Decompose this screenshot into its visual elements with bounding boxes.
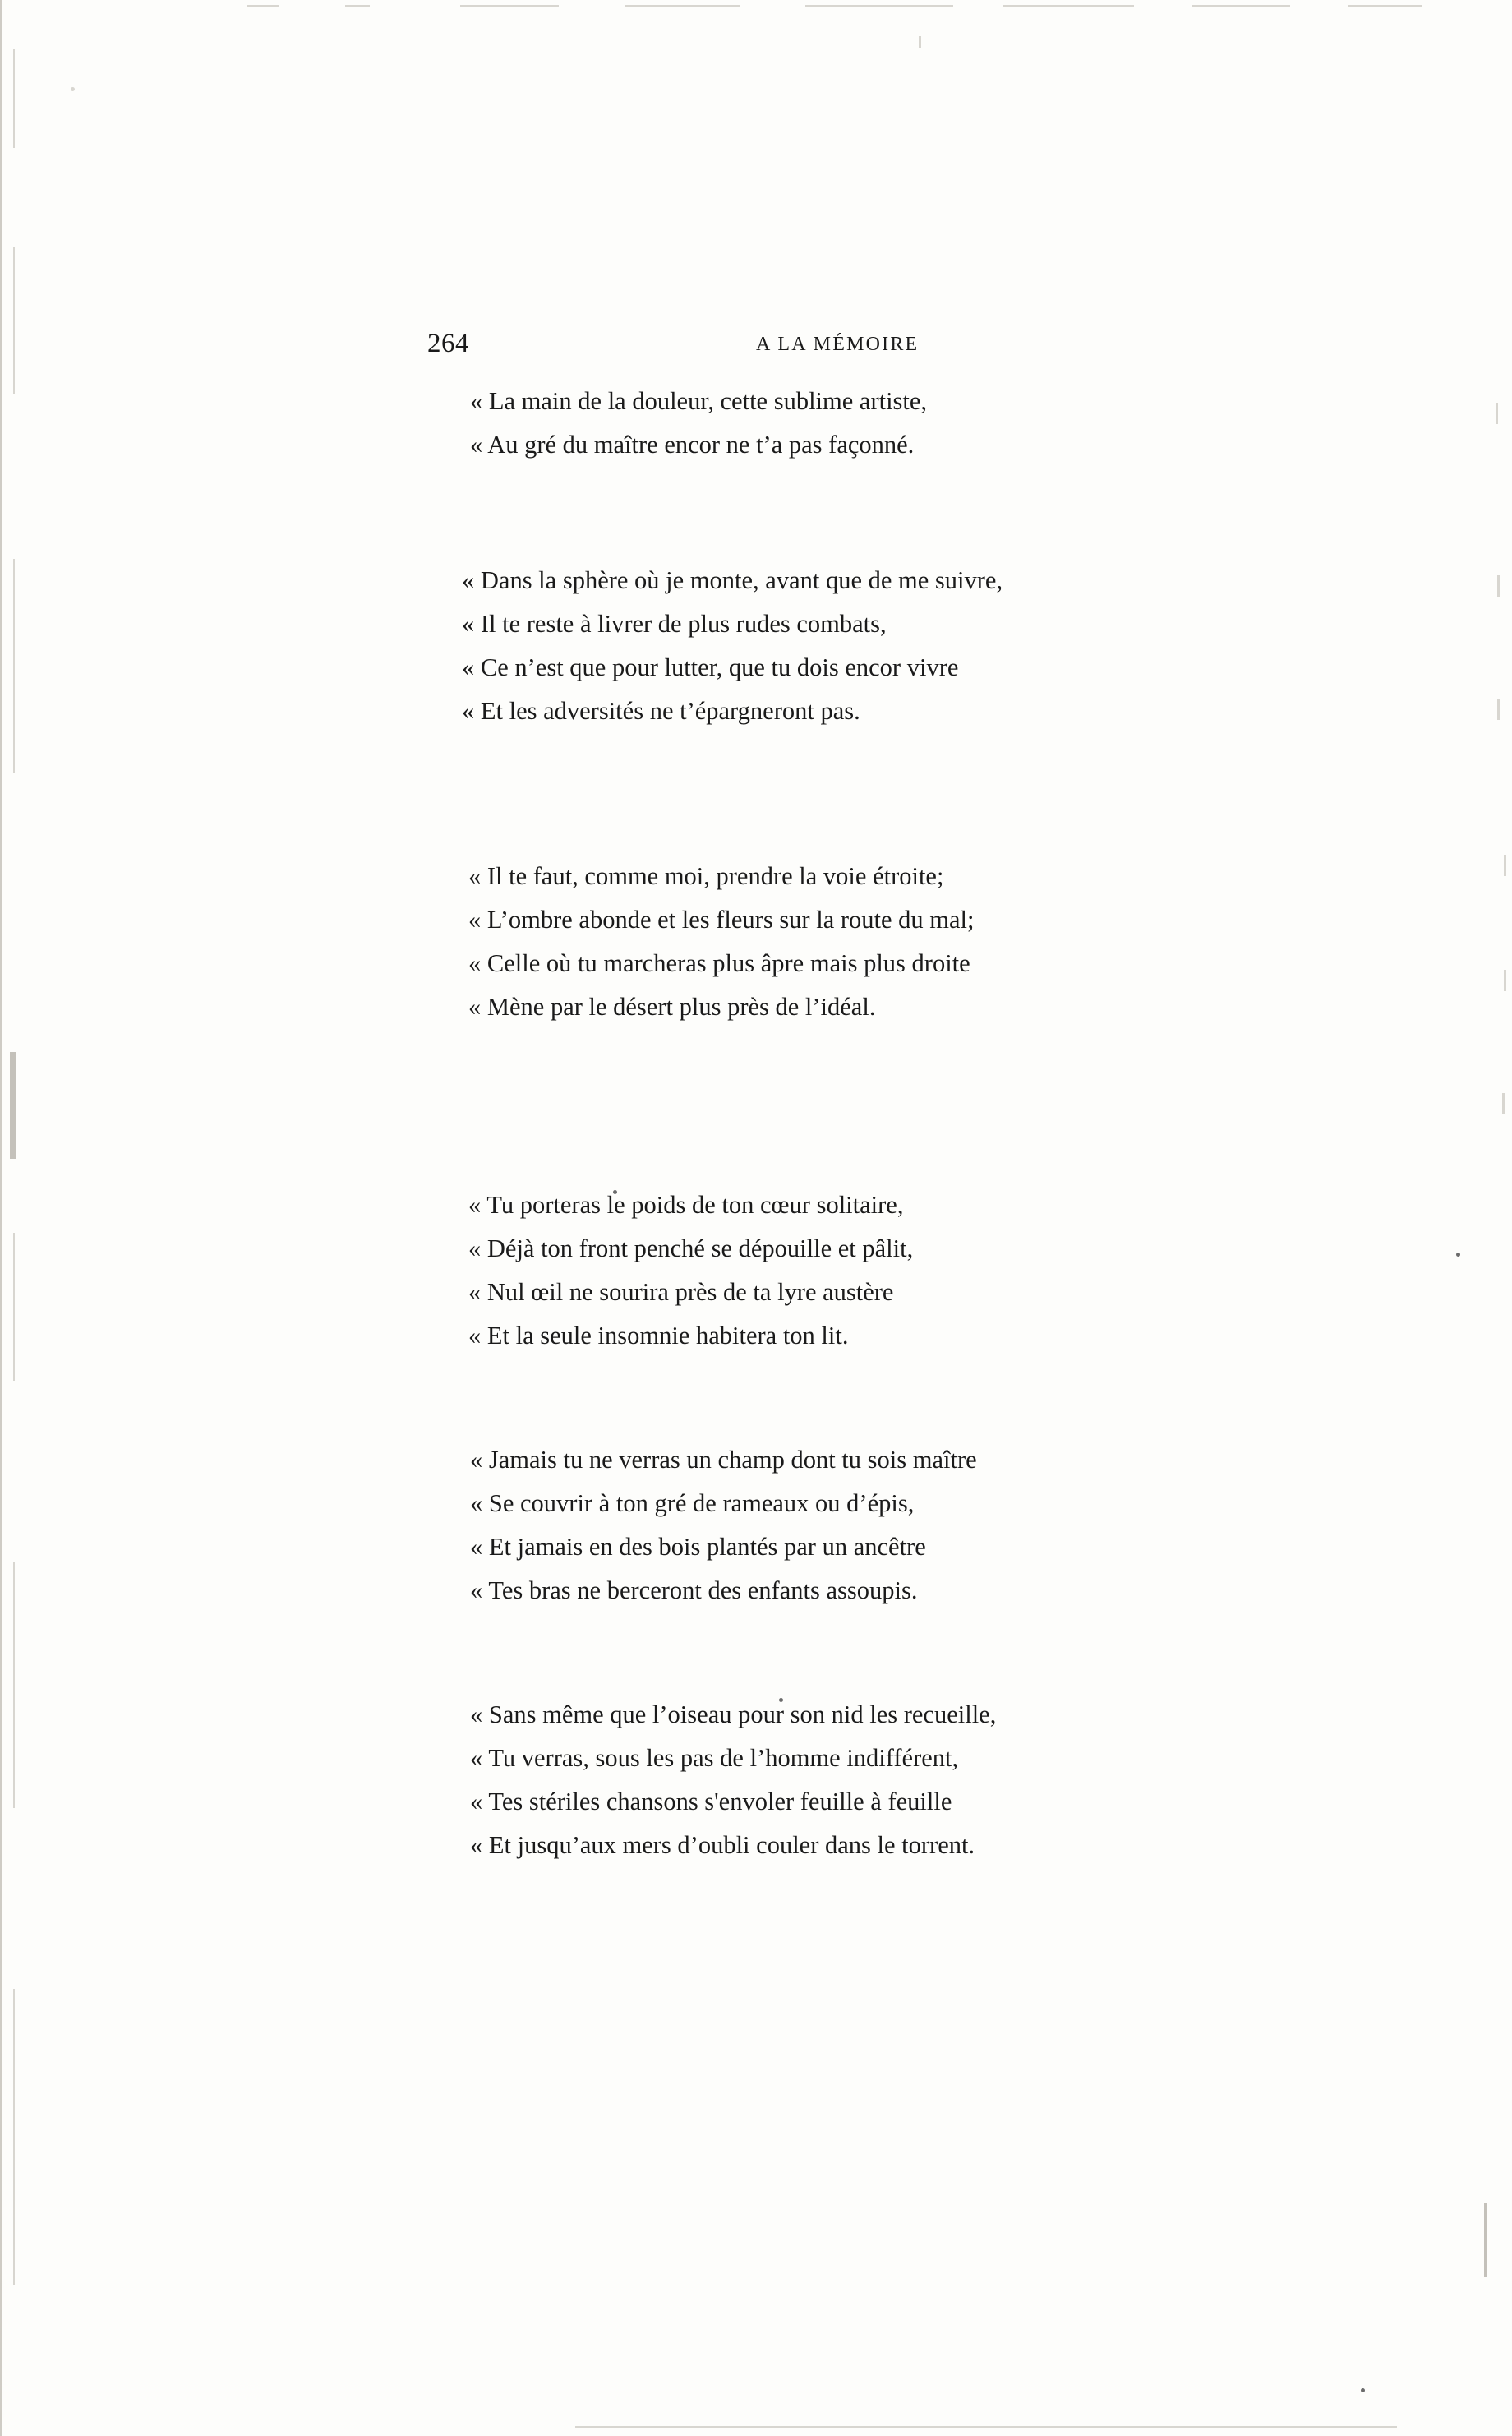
verse-line: « La main de la douleur, cette sublime artiste, — [470, 387, 928, 415]
verse-line: « Et les adversités ne t’épargneront pas. — [462, 697, 860, 725]
verse-line: « Mène par le désert plus près de l’idéal. — [468, 993, 876, 1021]
verse-line: « Ce n’est que pour lutter, que tu dois encor vivre — [462, 653, 959, 681]
verse-line: « Déjà ton front penché se dépouille et pâlit, — [468, 1234, 914, 1262]
verse-line: « Jamais tu ne verras un champ dont tu sois maître — [470, 1446, 977, 1474]
verse-line: « Il te reste à livrer de plus rudes combats, — [462, 610, 887, 638]
verse-line: « Et jusqu’aux mers d’oubli couler dans le torrent. — [470, 1831, 975, 1859]
verse-line: « Celle où tu marcheras plus âpre mais plus droite — [468, 949, 970, 977]
verse-line: « Sans même que l’oiseau pour son nid les recueille, — [470, 1700, 997, 1728]
stanza — [468, 1183, 913, 1358]
verse-line: « Et la seule insomnie habitera ton lit. — [468, 1322, 849, 1349]
verse-line: « Tes bras ne berceront des enfants assoupis. — [470, 1576, 918, 1604]
stanza — [468, 855, 974, 1029]
page-number: 264 — [427, 329, 469, 358]
stanza — [470, 380, 927, 467]
running-head: A LA MÉMOIRE — [756, 334, 920, 355]
verse-line: « Tu verras, sous les pas de l’homme indifférent, — [470, 1744, 959, 1772]
verse-line: « Et jamais en des bois plantés par un ancêtre — [470, 1533, 926, 1561]
verse-line: « Il te faut, comme moi, prendre la voie étroite; — [468, 862, 944, 890]
stanza — [470, 1438, 977, 1612]
verse-line: « Tes stériles chansons s'envoler feuille à feuille — [470, 1788, 952, 1815]
verse-line: « Se couvrir à ton gré de rameaux ou d’épis, — [470, 1489, 915, 1517]
page-header — [427, 329, 1331, 362]
verse-line: « Nul œil ne sourira près de ta lyre austère — [468, 1278, 894, 1306]
verse-line: « Au gré du maître encor ne t’a pas façonné. — [470, 431, 915, 459]
verse-line: « L’ombre abonde et les fleurs sur la route du mal; — [468, 906, 975, 934]
stanza — [462, 559, 1003, 733]
verse-line: « Dans la sphère où je monte, avant que de me suivre, — [462, 566, 1003, 594]
stanza — [470, 1693, 996, 1867]
verse-line: « Tu porteras le poids de ton cœur solitaire, — [468, 1191, 904, 1219]
